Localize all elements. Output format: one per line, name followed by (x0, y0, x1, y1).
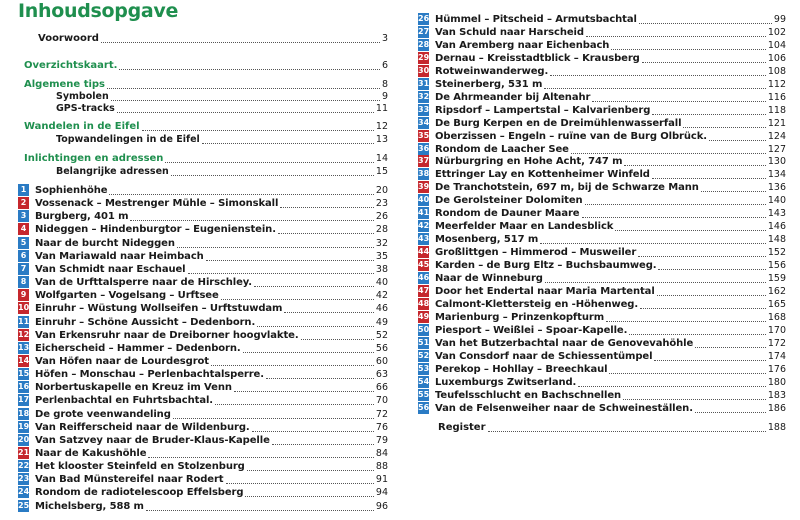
entry-title: De grote veenwandeling (35, 409, 171, 420)
entry-title: Inlichtingen en adressen (24, 153, 164, 164)
walk-number-badge: 12 (18, 330, 30, 339)
entry-title: De Ahrmeander bij Altenahr (435, 92, 591, 103)
page-number: 112 (767, 79, 786, 90)
walk-number-badge: 1 (18, 184, 29, 196)
page-title: Inhoudsopgave (18, 0, 179, 22)
toc-entry-belangrijke-adressen[interactable] (56, 163, 388, 178)
page-number: 168 (767, 312, 786, 323)
dot-leader (278, 233, 374, 234)
page-number: 134 (767, 169, 786, 180)
page-number: 84 (375, 448, 388, 459)
walk-number-badge: 7 (18, 263, 29, 275)
walk-number-badge: 41 (418, 208, 430, 217)
entry-title: De Gerolsteiner Dolomiten (435, 195, 583, 206)
page-number: 165 (767, 299, 786, 310)
dot-leader (488, 431, 766, 432)
entry-title: De Tranchotstein, 697 m, bij de Schwarze Mann (435, 182, 699, 193)
walk-number-badge: 10 (18, 303, 30, 312)
entry-title: Van de Felsenweiher naar de Schweineställen. (435, 403, 693, 414)
walk-number-badge: 39 (418, 182, 430, 191)
walk-number-badge: 24 (18, 487, 30, 496)
page-number: 172 (767, 338, 786, 349)
entry-title: Nürburgring en Hohe Acht, 747 m (435, 156, 623, 167)
page-number: 15 (375, 166, 388, 177)
walk-number-badge: 56 (418, 403, 430, 412)
walk-number-badge: 27 (418, 27, 430, 36)
walk-number-badge: 4 (18, 223, 29, 235)
walk-number-badge: 36 (418, 144, 430, 153)
walk-number-badge: 17 (18, 395, 30, 404)
walk-number-badge: 53 (418, 364, 430, 373)
walk-number-badge: 16 (18, 382, 30, 391)
toc-entry-topwandelingen-in-de-eifel[interactable] (56, 131, 388, 146)
page-number: 26 (375, 211, 388, 222)
page-number: 49 (375, 317, 388, 328)
toc-entry-overzichtskaart[interactable] (24, 57, 388, 72)
page-number: 186 (767, 403, 786, 414)
entry-title: Door het Endertal naar Maria Martental (435, 286, 655, 297)
page-number: 23 (375, 198, 388, 209)
entry-title: Naar de burcht Nideggen (35, 238, 175, 249)
walk-entry-25[interactable] (35, 498, 388, 513)
walk-number-badge: 29 (418, 53, 430, 62)
entry-title: Burgberg, 401 m (35, 211, 129, 222)
entry-title: De Burg Kerpen en de Dreimühlenwasserfall (435, 118, 682, 129)
walk-number-badge: 52 (418, 351, 430, 360)
walk-number-badge: 6 (18, 250, 29, 262)
page-number: 94 (375, 487, 388, 498)
entry-title: Mosenberg, 517 m (435, 234, 539, 245)
walk-number-badge: 14 (18, 356, 30, 365)
entry-title: Dernau – Kreisstadtblick – Krausberg (435, 53, 640, 64)
entry-title: Großlittgen – Himmerod – Musweiler (435, 247, 637, 258)
walk-number-badge: 22 (18, 461, 30, 470)
page-number: 136 (767, 182, 786, 193)
page-number: 76 (375, 422, 388, 433)
walk-number-badge: 49 (418, 312, 430, 321)
entry-title: Naar de Kakushöhle (35, 448, 147, 459)
walk-number-badge: 25 (18, 501, 30, 510)
dot-leader (146, 510, 374, 511)
walk-number-badge: 23 (18, 474, 30, 483)
entry-title: Overzichtskaart. (24, 60, 118, 71)
page-number: 40 (375, 277, 388, 288)
walk-number-badge: 55 (418, 390, 430, 399)
walk-number-badge: 31 (418, 79, 430, 88)
entry-title: Luxemburgs Zwitserland. (435, 377, 577, 388)
page-number: 60 (375, 356, 388, 367)
page-number: 116 (767, 92, 786, 103)
entry-title: Vossenack – Mestrenger Mühle – Simonskall (35, 198, 279, 209)
walk-number-badge: 47 (418, 286, 430, 295)
walk-number-badge: 20 (18, 435, 30, 444)
walk-number-badge: 3 (18, 210, 29, 222)
walk-number-badge: 5 (18, 237, 29, 249)
page-number: 14 (375, 153, 388, 164)
entry-title: Register (438, 422, 486, 433)
entry-title: Hümmel – Pitscheid – Armutsbachtal (435, 14, 637, 25)
entry-title: Rotweinwanderweg. (435, 66, 549, 77)
page-number: 38 (375, 264, 388, 275)
entry-title: Topwandelingen in de Eifel (56, 134, 200, 145)
walk-number-badge: 15 (18, 369, 30, 378)
page-number: 35 (375, 251, 388, 262)
entry-title: Algemene tips (24, 79, 106, 90)
page-number: 183 (767, 390, 786, 401)
page-number: 88 (375, 461, 388, 472)
walk-number-badge: 18 (18, 409, 30, 418)
page-number: 79 (375, 435, 388, 446)
dot-leader (101, 42, 380, 43)
page-number: 108 (767, 66, 786, 77)
entry-title: Van Schmidt naar Eschauel (35, 264, 186, 275)
page-number: 148 (767, 234, 786, 245)
entry-title: Steinerberg, 531 m (435, 79, 543, 90)
walk-entry-17[interactable] (35, 392, 388, 407)
entry-title: Naar de Winneburg (435, 273, 543, 284)
walk-number-badge: 50 (418, 325, 430, 334)
page-number: 91 (375, 474, 388, 485)
dot-leader (171, 175, 374, 176)
walk-number-badge: 33 (418, 105, 430, 114)
entry-title: Calmont-Klettersteig en -Höhenweg. (435, 299, 639, 310)
dot-leader (284, 312, 374, 313)
entry-title: Van het Butzerbachtal naar de Genovevahöhle (435, 338, 694, 349)
walk-number-badge: 34 (418, 118, 430, 127)
dot-leader (119, 69, 380, 70)
page-number: 104 (767, 40, 786, 51)
entry-title: Van Reifferscheid naar de Wildenburg. (35, 422, 250, 433)
entry-title: Wandelen in de Eifel (24, 121, 140, 132)
entry-title: Rondom de Laacher See (435, 144, 569, 155)
entry-title: GPS-tracks (56, 103, 115, 114)
page-number: 72 (375, 409, 388, 420)
entry-title: Ripsdorf – Lampertstal – Kalvarienberg (435, 105, 651, 116)
page-number: 176 (767, 364, 786, 375)
toc-entry-gps-tracks[interactable] (56, 100, 388, 115)
page-number: 56 (375, 343, 388, 354)
page-number: 13 (375, 134, 388, 145)
entry-title: Oberzissen – Engeln – ruïne van de Burg Olbrück. (435, 131, 707, 142)
entry-title: Wolfgarten – Vogelsang – Urftsee (35, 290, 219, 301)
page-number: 11 (375, 103, 388, 114)
page-number: 99 (773, 14, 786, 25)
entry-title: Belangrijke adressen (56, 166, 169, 177)
walk-entry-24[interactable] (35, 484, 388, 499)
entry-title: Van Höfen naar de Lourdesgrot (35, 356, 209, 367)
page-number: 127 (767, 144, 786, 155)
page-number: 159 (767, 273, 786, 284)
walk-number-badge: 42 (418, 221, 430, 230)
walk-number-badge: 9 (18, 289, 29, 301)
page-number: 146 (767, 221, 786, 232)
entry-title: Perekop – Hohllay – Breechkaul (435, 364, 608, 375)
page-number: 162 (767, 286, 786, 297)
walk-number-badge: 32 (418, 92, 430, 101)
entry-title: Symbolen (56, 91, 109, 102)
entry-title: Rondom de radiotelescoop Effelsberg (35, 487, 244, 498)
page-number: 96 (375, 501, 388, 512)
page-number: 32 (375, 238, 388, 249)
page-number: 118 (767, 105, 786, 116)
entry-title: Eicherscheid – Hammer – Dedenborn. (35, 343, 241, 354)
toc-entry-voorwoord[interactable] (38, 30, 388, 45)
entry-title: Perlenbachtal en Fuhrtsbachtal. (35, 395, 213, 406)
page-number: 102 (767, 27, 786, 38)
walk-number-badge: 2 (18, 197, 29, 209)
walk-number-badge: 51 (418, 338, 430, 347)
dot-leader (117, 112, 374, 113)
walk-entry-56[interactable] (435, 400, 786, 415)
entry-title: Van Aremberg naar Eichenbach (435, 40, 610, 51)
walk-number-badge: 48 (418, 299, 430, 308)
page-number: 180 (767, 377, 786, 388)
page-number: 66 (375, 382, 388, 393)
page-number: 3 (381, 33, 388, 44)
walk-number-badge: 43 (418, 234, 430, 243)
walk-number-badge: 44 (418, 247, 430, 256)
entry-title: Karden – de Burg Eltz – Buchsbaumweg. (435, 260, 657, 271)
entry-title: Van de Urfttalsperre naar de Hirschley. (35, 277, 253, 288)
entry-title: Het klooster Steinfeld en Stolzenburg (35, 461, 245, 472)
walk-number-badge: 11 (18, 317, 30, 326)
entry-title: Van Erkensruhr naar de Dreiborner hoogvlakte. (35, 330, 299, 341)
page-number: 156 (767, 260, 786, 271)
page-number: 42 (375, 290, 388, 301)
page-number: 9 (381, 91, 388, 102)
page-number: 63 (375, 369, 388, 380)
page-number: 124 (767, 131, 786, 142)
entry-title: Voorwoord (38, 33, 99, 44)
page-number: 12 (375, 121, 388, 132)
walk-number-badge: 28 (418, 40, 430, 49)
entry-title: Teufelsschlucht en Bachschnellen (435, 390, 622, 401)
page-number: 174 (767, 351, 786, 362)
page-number: 188 (767, 422, 786, 433)
entry-title: Van Mariawald naar Heimbach (35, 251, 204, 262)
entry-title: Michelsberg, 588 m (35, 501, 144, 512)
dot-leader (202, 143, 374, 144)
page-number: 106 (767, 53, 786, 64)
entry-title: Höfen – Monschau – Perlenbachtalsperre. (35, 369, 264, 380)
page-number: 46 (375, 303, 388, 314)
walk-number-badge: 30 (418, 66, 430, 75)
walk-entry-4[interactable] (35, 221, 388, 236)
page-number: 121 (767, 118, 786, 129)
page-number: 6 (381, 60, 388, 71)
entry-title: Rondom de Dauner Maare (435, 208, 580, 219)
entry-title: Sophienhöhe (35, 185, 108, 196)
page-number: 130 (767, 156, 786, 167)
walk-number-badge: 45 (418, 260, 430, 269)
walk-number-badge: 13 (18, 343, 30, 352)
walk-number-badge: 19 (18, 422, 30, 431)
entry-title: Nideggen – Hindenburgtor – Eugenienstein. (35, 224, 276, 235)
walk-number-badge: 46 (418, 273, 430, 282)
page-number: 52 (375, 330, 388, 341)
entry-title: Marienburg – Prinzenkopfturm (435, 312, 605, 323)
page-number: 140 (767, 195, 786, 206)
entry-title: Van Bad Münstereifel naar Rodert (35, 474, 224, 485)
walk-entry-10[interactable] (35, 300, 388, 315)
entry-title: Van Schuld naar Harscheid (435, 27, 584, 38)
page-number: 70 (375, 395, 388, 406)
entry-title: Meerfelder Maar en Landesblick (435, 221, 614, 232)
page-number: 8 (381, 79, 388, 90)
page-number: 170 (767, 325, 786, 336)
walk-number-badge: 35 (418, 131, 430, 140)
walk-number-badge: 8 (18, 276, 29, 288)
entry-title: Ettringer Lay en Kottenheimer Winfeld (435, 169, 650, 180)
entry-title: Einruhr – Schöne Aussicht – Dedenborn. (35, 317, 256, 328)
page-number: 152 (767, 247, 786, 258)
toc-entry-register[interactable] (438, 419, 786, 434)
walk-number-badge: 54 (418, 377, 430, 386)
walk-number-badge: 26 (418, 14, 430, 23)
entry-title: Van Satzvey naar de Bruder-Klaus-Kapelle (35, 435, 270, 446)
walk-number-badge: 40 (418, 195, 430, 204)
entry-title: Norbertuskapelle en Kreuz im Venn (35, 382, 232, 393)
dot-leader (695, 412, 766, 413)
page-number: 28 (375, 224, 388, 235)
dot-leader (245, 496, 373, 497)
entry-title: Van Consdorf naar de Schiessentümpel (435, 351, 653, 362)
walk-number-badge: 38 (418, 169, 430, 178)
dot-leader (215, 404, 374, 405)
entry-title: Piesport – Weißlei – Spoar-Kapelle. (435, 325, 628, 336)
walk-number-badge: 37 (418, 156, 430, 165)
walk-number-badge: 21 (18, 448, 30, 457)
page-number: 20 (375, 185, 388, 196)
page-number: 143 (767, 208, 786, 219)
entry-title: Einruhr – Wüstung Wollseifen – Urftstuwdam (35, 303, 283, 314)
